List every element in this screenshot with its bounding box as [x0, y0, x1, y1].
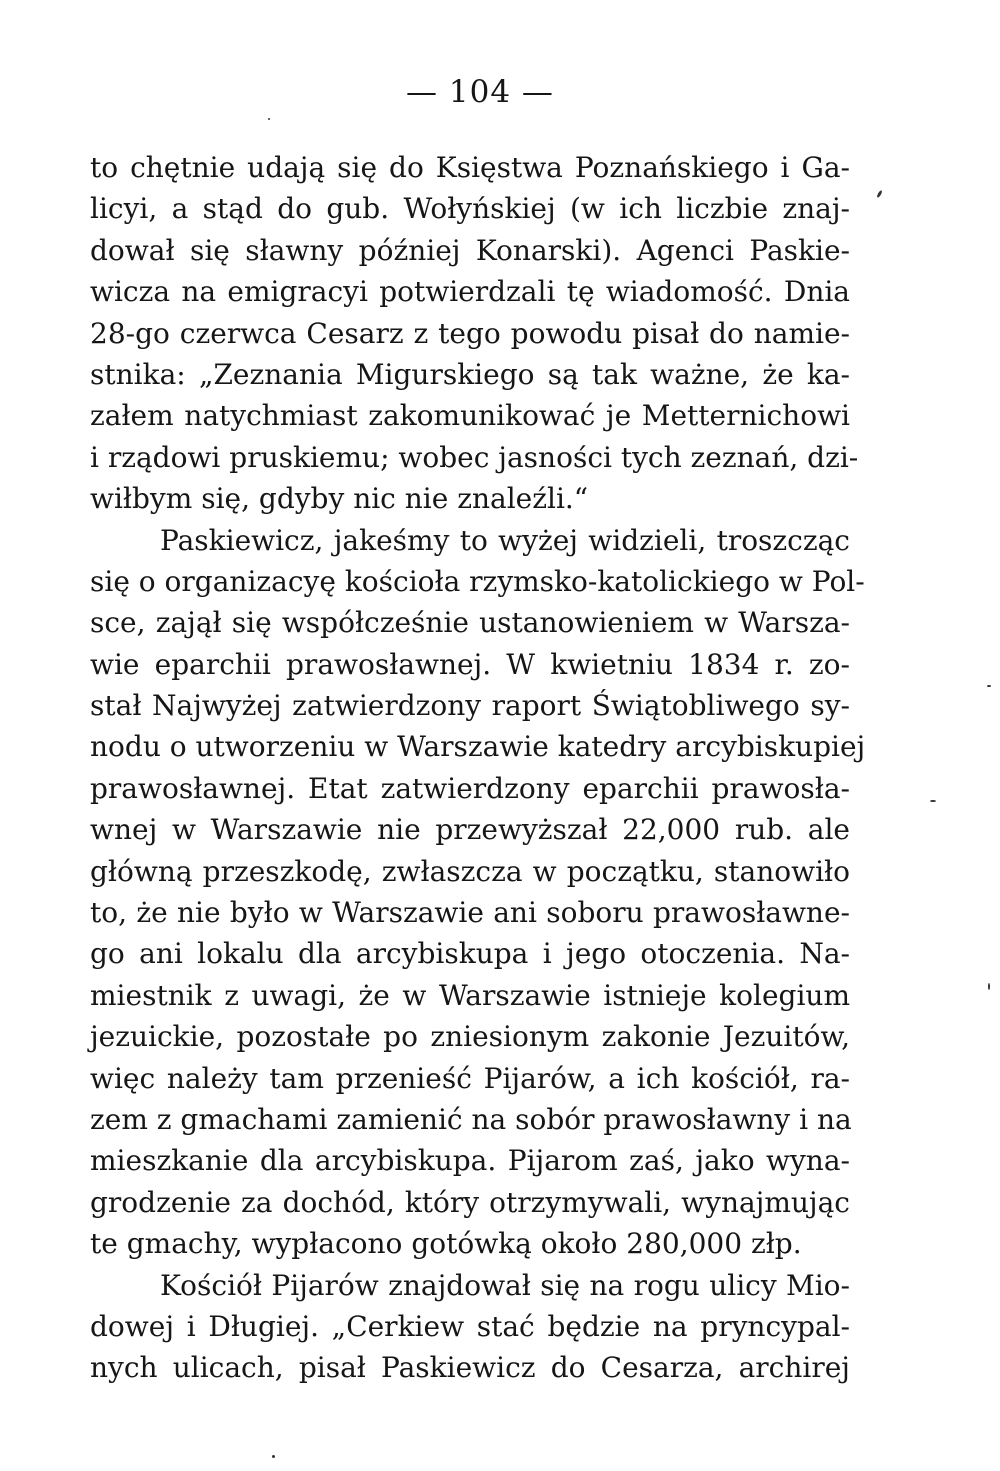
text-line: te gmachy, wypłacono gotówką około 280,000 złp.	[90, 1227, 802, 1261]
text-line: wiłbym się, gdyby nic nie znaleźli.“	[90, 482, 589, 516]
text-line: dował się sławny później Konarski). Agenci Paskie-	[90, 233, 850, 267]
text-line: miestnik z uwagi, że w Warszawie istnieje kolegium	[90, 978, 850, 1012]
print-speck	[268, 118, 270, 120]
print-speck	[272, 1455, 275, 1458]
text-line: stał Najwyżej zatwierdzony raport Świątobliwego sy-	[90, 689, 850, 723]
text-line: zem z gmachami zamienić na sobór prawosławny i na	[90, 1102, 852, 1136]
body-text	[90, 147, 866, 1389]
text-line: sce, zajął się współcześnie ustanowieniem w Warsza-	[90, 606, 850, 640]
page-number: — 104 —	[406, 74, 554, 110]
text-line: nodu o utworzeniu w Warszawie katedry arcybiskupiej	[90, 730, 866, 764]
text-line: się o organizacyę kościoła rzymsko-katolickiego w Pol-	[90, 564, 865, 598]
text-line: wie eparchii prawosławnej. W kwietniu 1834 r. zo-	[90, 647, 850, 681]
print-speck	[987, 685, 991, 687]
text-line: to chętnie udają się do Księstwa Poznańskiego i Ga-	[90, 151, 850, 184]
text-line: stnika: „Zeznania Migurskiego są tak ważne, że ka-	[90, 357, 850, 391]
text-line: i rządowi pruskiemu; wobec jasności tych zeznań, dzi-	[90, 440, 859, 474]
text-line: więc należy tam przenieść Pijarów, a ich kościół, ra-	[90, 1061, 850, 1095]
print-speck	[876, 190, 883, 198]
print-speck	[930, 800, 936, 802]
text-line: jezuickie, pozostałe po zniesionym zakonie Jezuitów,	[90, 1020, 850, 1054]
text-line: 28-go czerwca Cesarz z tego powodu pisał do namie-	[90, 316, 850, 350]
text-line: grodzenie za dochód, który otrzymywali, wynajmując	[90, 1185, 850, 1219]
text-line: go ani lokalu dla arcybiskupa i jego otoczenia. Na-	[90, 937, 850, 971]
text-line: prawosławnej. Etat zatwierdzony eparchii prawosła-	[90, 771, 850, 805]
text-line: to, że nie było w Warszawie ani soboru prawosławne-	[90, 896, 850, 930]
print-speck	[988, 983, 990, 990]
text-line: wicza na emigracyi potwierdzali tę wiadomość. Dnia	[90, 275, 850, 309]
text-line: licyi, a stąd do gub. Wołyńskiej (w ich liczbie znaj-	[90, 192, 850, 226]
text-line: załem natychmiast zakomunikować je Metternichowi	[90, 399, 850, 433]
text-line: główną przeszkodę, zwłaszcza w początku, stanowiło	[90, 854, 850, 888]
paragraph-start-line: Kościół Pijarów znajdował się na rogu ulicy Mio-	[160, 1268, 850, 1302]
text-line: dowej i Długiej. „Cerkiew stać będzie na pryncypal-	[90, 1309, 850, 1343]
paragraph-start-line: Paskiewicz, jakeśmy to wyżej widzieli, troszcząc	[160, 523, 850, 557]
text-line: mieszkanie dla arcybiskupa. Pijarom zaś, jako wyna-	[90, 1144, 850, 1178]
text-line: nych ulicach, pisał Paskiewicz do Cesarza, archirej	[90, 1351, 850, 1385]
text-line: wnej w Warszawie nie przewyższał 22,000 rub. ale	[90, 813, 850, 847]
